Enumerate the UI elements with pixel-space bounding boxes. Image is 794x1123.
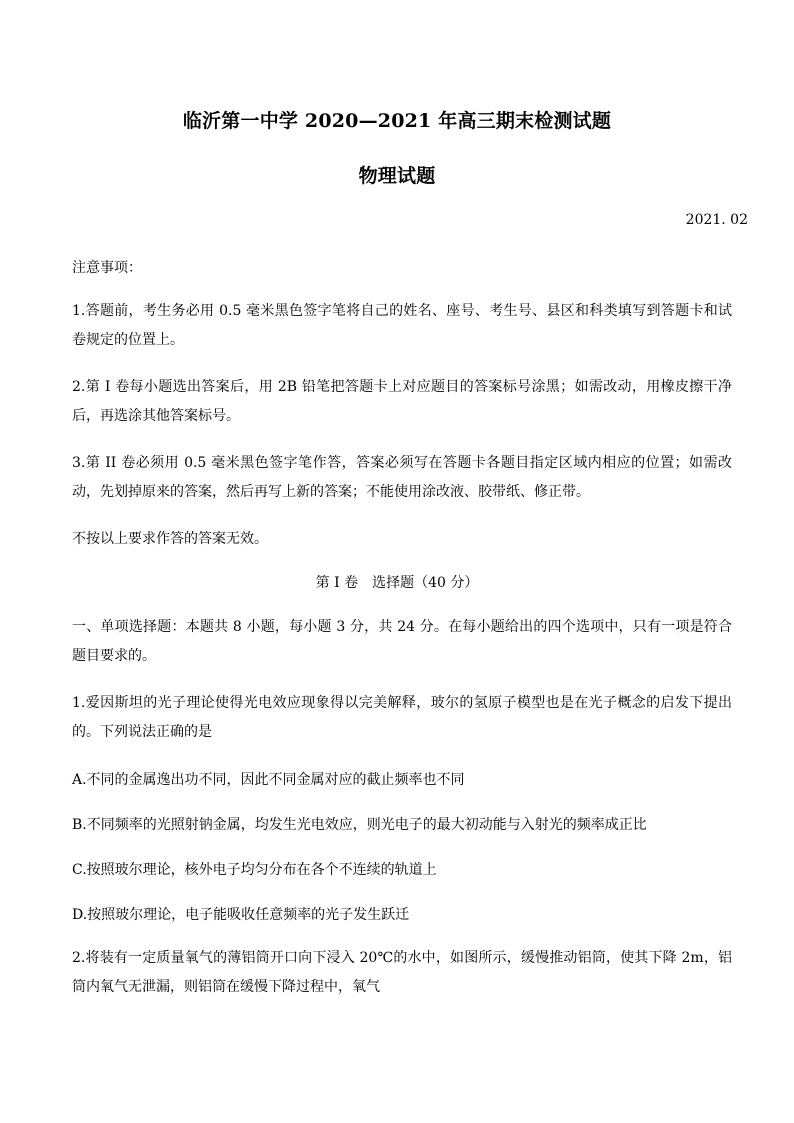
question-2-stem: 2.将装有一定质量氧气的薄铝筒开口向下浸入 20℃的水中，如图所示，缓慢推动铝筒，使其下降 2m，铝筒内氧气无泄漏，则铝筒在缓慢下降过程中，氧气 [72,950,732,995]
notice-heading: 注意事项： [72,260,142,276]
notice-item-2: 2.第 I 卷每小题选出答案后，用 2B 铅笔把答题卡上对应题目的答案标号涂黑；如需改动，用橡皮擦干净后，再选涂其他答案标号。 [72,379,732,424]
notice-invalid: 不按以上要求作答的答案无效。 [72,531,268,547]
question-1-option-c: C.按照玻尔理论，核外电子均匀分布在各个不连续的轨道上 [72,862,437,878]
notice-item-3: 3.第 II 卷必须用 0.5 毫米黑色签字笔作答，答案必须写在答题卡各题目指定区域内相应的位置；如需改动，先划掉原来的答案，然后再写上新的答案；不能使用涂改液、胶带纸、修正带。 [72,455,732,500]
exam-subtitle: 物理试题 [358,165,436,187]
notice-item-1: 1.答题前，考生务必用 0.5 毫米黑色签字笔将自己的姓名、座号、考生号、县区和科类填写到答题卡和试卷规定的位置上。 [72,303,732,348]
question-1-stem: 1.爱因斯坦的光子理论使得光电效应现象得以完美解释，玻尔的氢原子模型也是在光子概念的启发下提出的。下列说法正确的是 [72,695,732,740]
question-1-option-d: D.按照玻尔理论，电子能吸收任意频率的光子发生跃迁 [72,907,410,923]
question-1-option-b: B.不同频率的光照射钠金属，均发生光电效应，则光电子的最大初动能与入射光的频率成正比 [72,817,647,833]
exam-title: 临沂第一中学 2020—2021 年高三期末检测试题 [182,110,612,132]
question-1-option-a: A.不同的金属逸出功不同，因此不同金属对应的截止频率也不同 [72,772,465,788]
section-title: 第 I 卷 选择题（40 分） [315,575,479,591]
exam-date: 2021. 02 [685,212,748,228]
section-instruction: 一、单项选择题：本题共 8 小题，每小题 3 分，共 24 分。在每小题给出的四个选项中，只有一项是符合题目要求的。 [72,619,732,664]
